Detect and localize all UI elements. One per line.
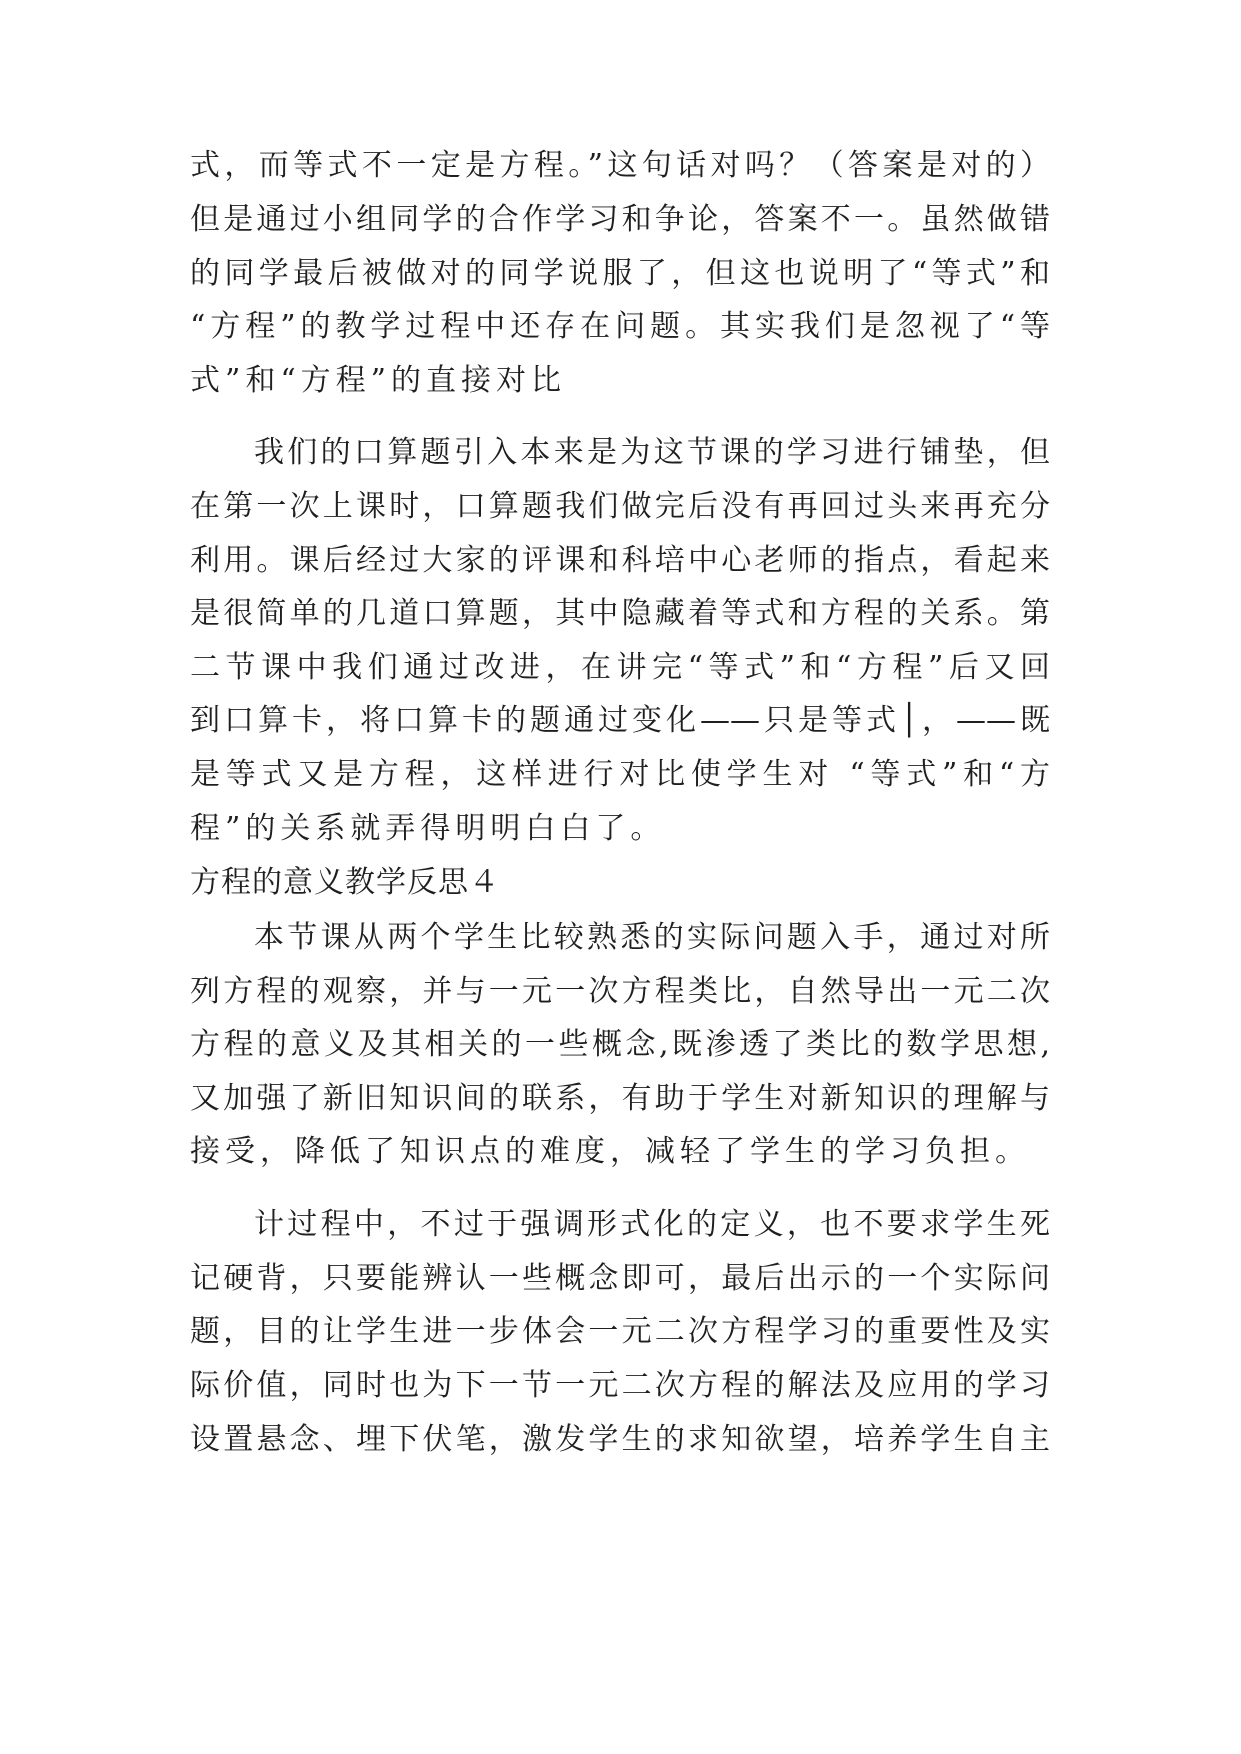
text-line: 又加强了新旧知识间的联系，有助于学生对新知识的理解与 — [190, 1081, 1050, 1116]
text-line: 题，目的让学生进一步体会一元二次方程学习的重要性及实 — [190, 1314, 1050, 1349]
text-line: 是等式又是方程，这样进行对比使学生对 “等式”和“方 — [190, 757, 1050, 792]
text-line: 到口算卡，将口算卡的题通过变化——只是等式│，——既 — [190, 703, 1050, 738]
text-line: 式，而等式不一定是方程。”这句话对吗？（答案是对的） — [190, 148, 1050, 183]
text-line: “方程”的教学过程中还存在问题。其实我们是忽视了“等 — [190, 309, 1050, 344]
paragraph-first-line: 本节课从两个学生比较熟悉的实际问题入手，通过对所 — [254, 920, 1050, 955]
text-line: 在第一次上课时，口算题我们做完后没有再回过头来再充分 — [190, 489, 1050, 524]
text-line: 设置悬念、埋下伏笔，激发学生的求知欲望，培养学生自主 — [190, 1422, 1050, 1457]
section-heading: 方程的意义教学反思４ — [190, 865, 500, 900]
paragraph-first-line: 我们的口算题引入本来是为这节课的学习进行铺垫，但 — [254, 435, 1050, 470]
text-line: 式”和“方程”的直接对比 — [190, 363, 567, 398]
text-line: 列方程的观察，并与一元一次方程类比，自然导出一元二次 — [190, 974, 1050, 1009]
text-line: 是很简单的几道口算题，其中隐藏着等式和方程的关系。第 — [190, 596, 1050, 631]
text-line: 接受，降低了知识点的难度，减轻了学生的学习负担。 — [190, 1134, 1030, 1169]
text-line: 的同学最后被做对的同学说服了，但这也说明了“等式”和 — [190, 256, 1050, 291]
text-line: 利用。课后经过大家的评课和科培中心老师的指点，看起来 — [190, 543, 1050, 578]
text-line: 记硬背，只要能辨认一些概念即可，最后出示的一个实际问 — [190, 1261, 1050, 1296]
text-line: 方程的意义及其相关的一些概念,既渗透了类比的数学思想, — [190, 1027, 1050, 1062]
text-line: 二节课中我们通过改进，在讲完“等式”和“方程”后又回 — [190, 650, 1050, 685]
text-line: 际价值，同时也为下一节一元二次方程的解法及应用的学习 — [190, 1368, 1050, 1403]
text-line: 但是通过小组同学的合作学习和争论，答案不一。虽然做错 — [190, 202, 1050, 237]
paragraph-first-line: 计过程中，不过于强调形式化的定义，也不要求学生死 — [254, 1207, 1050, 1242]
text-line: 程”的关系就弄得明明白白了。 — [190, 811, 666, 846]
